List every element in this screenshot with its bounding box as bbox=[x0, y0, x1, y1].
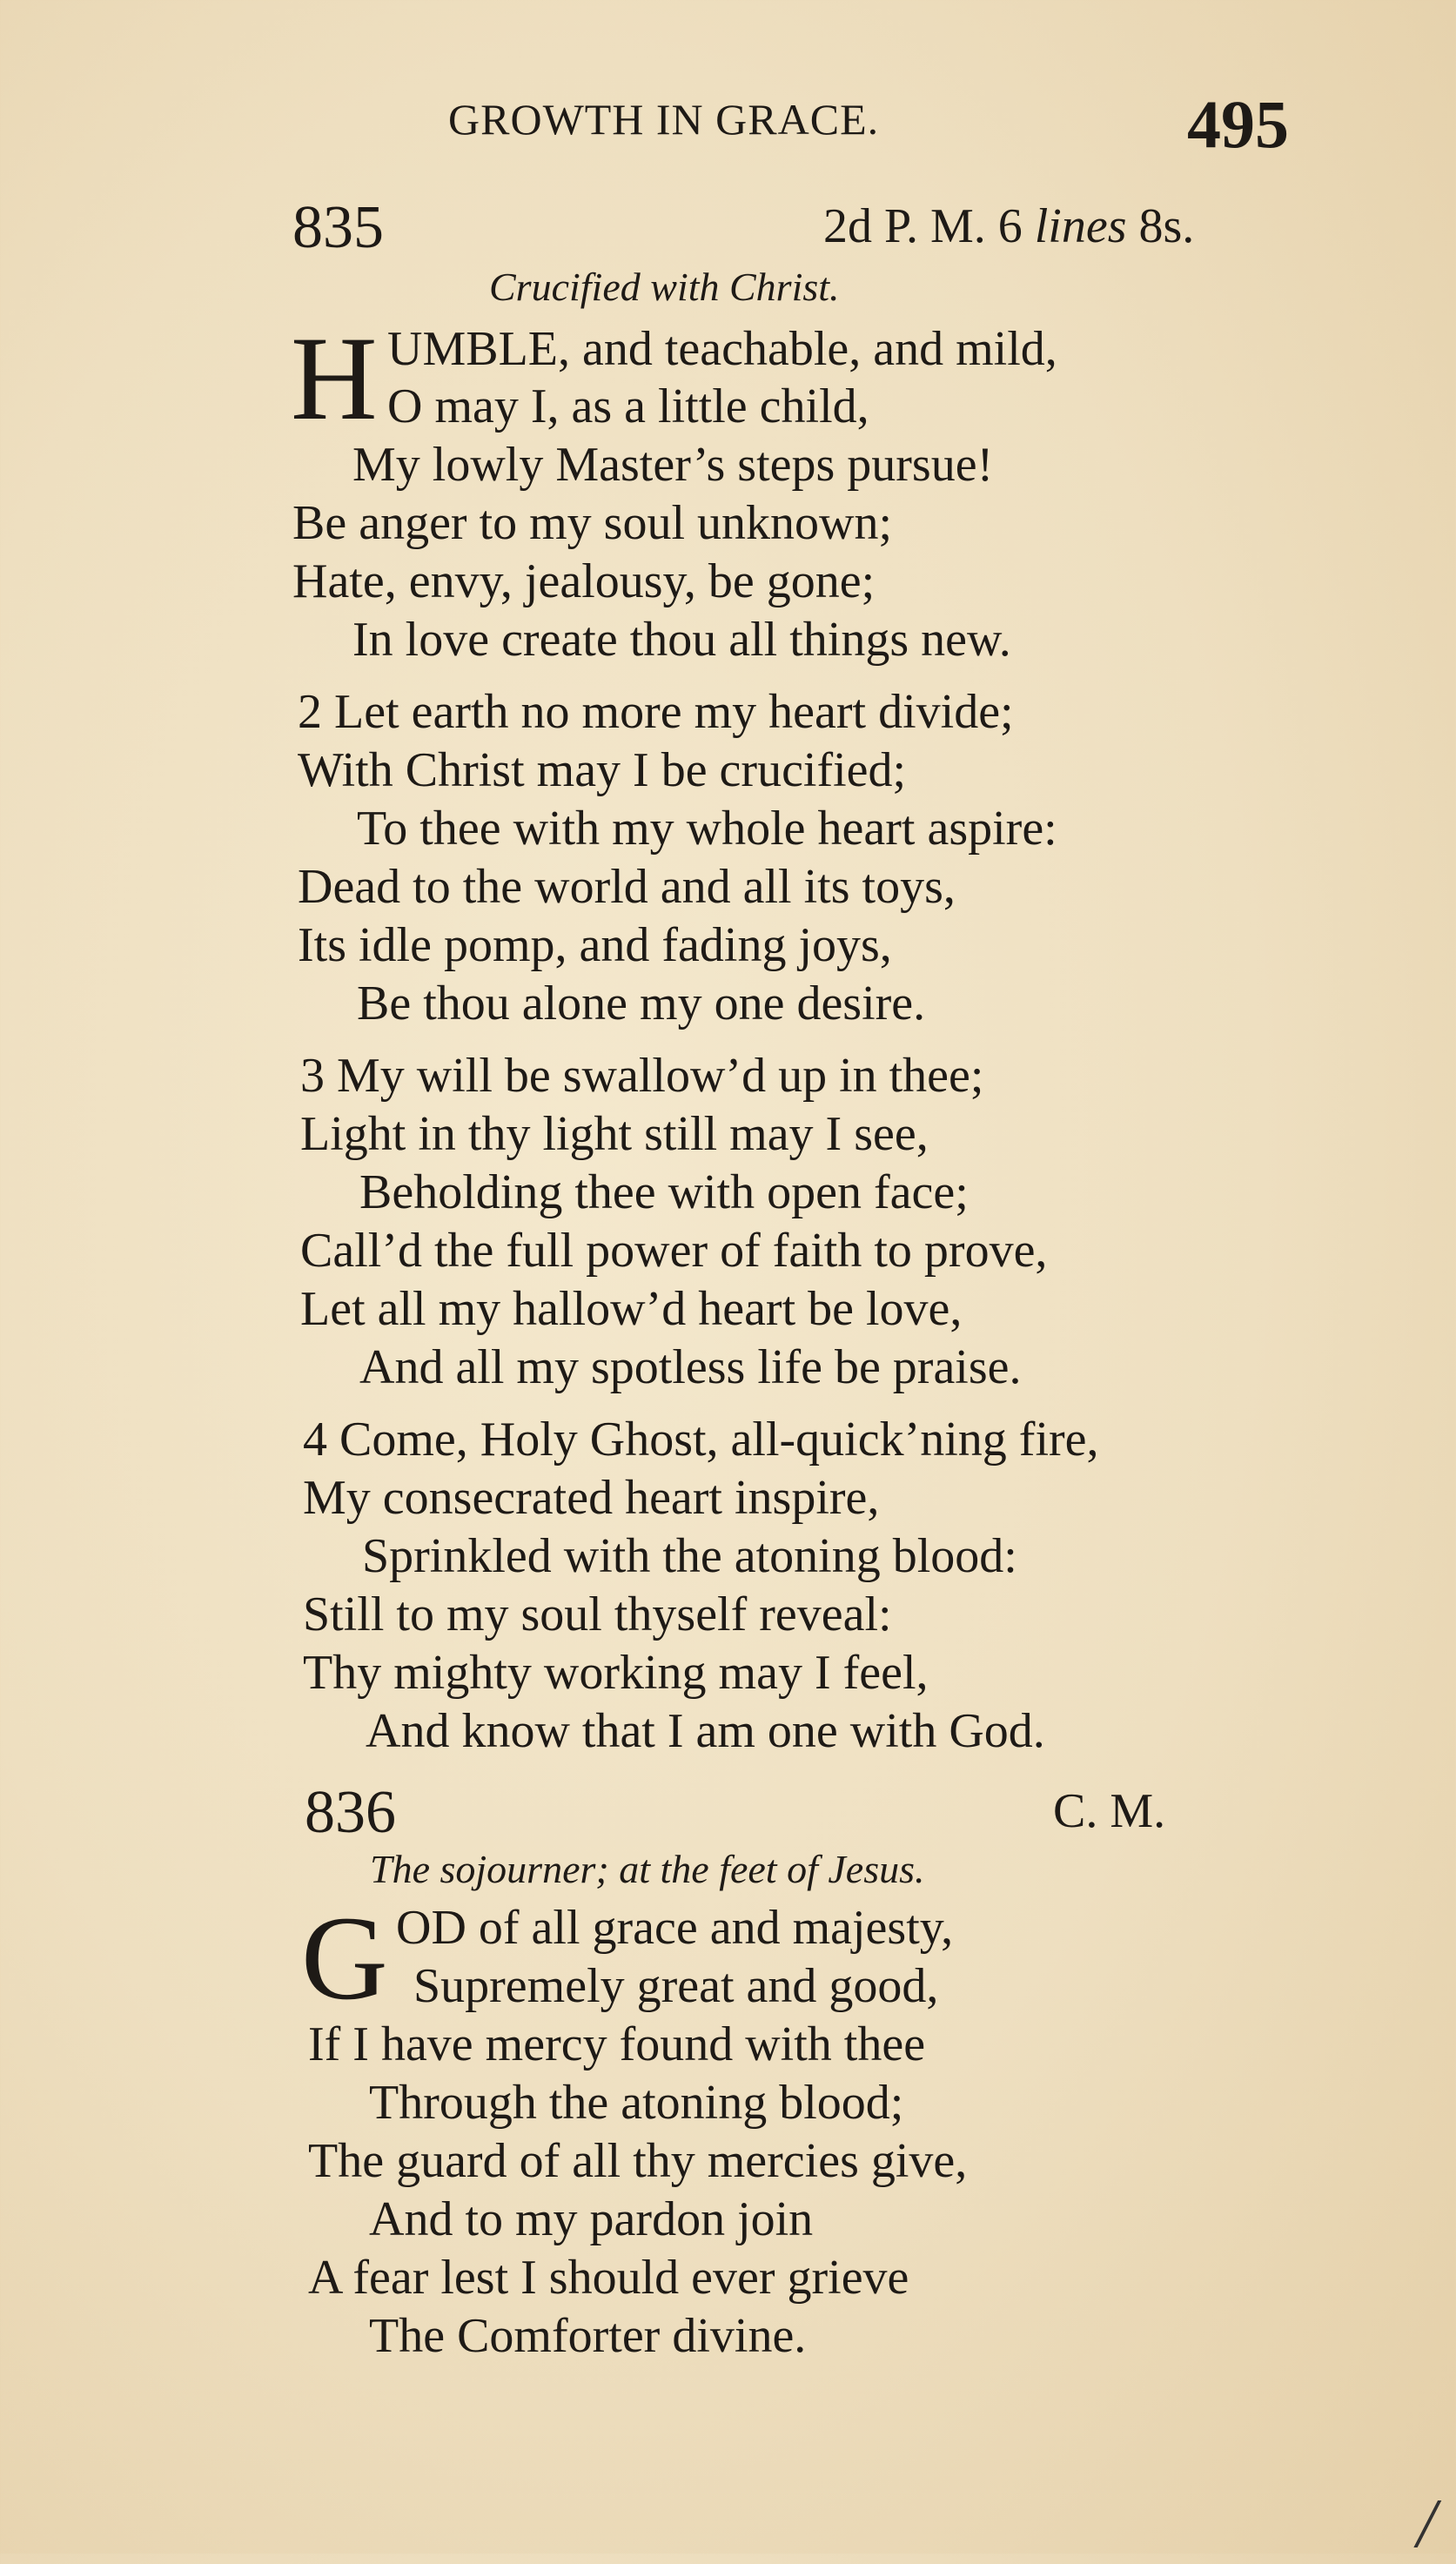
verse-line: If I have mercy found with thee bbox=[308, 2017, 926, 2071]
running-title: GROWTH IN GRACE. bbox=[448, 95, 880, 144]
meter-suffix: 8s. bbox=[1138, 199, 1195, 253]
hymn-subtitle: The sojourner; at the feet of Jesus. bbox=[370, 1847, 925, 1891]
verse-line: 2 Let earth no more my heart divide; bbox=[298, 685, 1014, 739]
verse-line: OD of all grace and majesty, bbox=[396, 1901, 954, 1955]
verse-line: Still to my soul thyself reveal: bbox=[303, 1587, 892, 1641]
verse-line: 3 My will be swallow’d up in thee; bbox=[300, 1049, 984, 1103]
hymn-subtitle: Crucified with Christ. bbox=[489, 265, 840, 309]
meter-text: 2d P. M. 6 bbox=[823, 199, 1023, 253]
verse-line: And to my pardon join bbox=[369, 2192, 814, 2246]
verse-line: With Christ may I be crucified; bbox=[298, 743, 907, 797]
verse-line: The Comforter divine. bbox=[369, 2309, 807, 2363]
verse-line: Be thou alone my one desire. bbox=[357, 977, 926, 1030]
verse-line: UMBLE, and teachable, and mild, bbox=[387, 322, 1057, 376]
verse-line: Through the atoning blood; bbox=[369, 2076, 904, 2130]
verse-line: Thy mighty working may I feel, bbox=[303, 1646, 929, 1700]
hymn-meter bbox=[823, 198, 1194, 254]
verse-line: Let all my hallow’d heart be love, bbox=[300, 1282, 963, 1336]
verse-line: My consecrated heart inspire, bbox=[303, 1471, 880, 1525]
drop-cap: G bbox=[301, 1891, 388, 2024]
verse-line: Dead to the world and all its toys, bbox=[298, 860, 956, 914]
hymn-number: 835 bbox=[292, 194, 384, 261]
hymn-number: 836 bbox=[305, 1779, 396, 1846]
verse-line: The guard of all thy mercies give, bbox=[308, 2134, 968, 2188]
drop-cap: H bbox=[291, 312, 378, 445]
verse-line: Sprinkled with the atoning blood: bbox=[362, 1529, 1017, 1583]
verse-line: And all my spotless life be praise. bbox=[359, 1340, 1022, 1394]
verse-line: In love create thou all things new. bbox=[352, 613, 1011, 667]
verse-line: Supremely great and good, bbox=[413, 1959, 939, 2013]
verse-line: Call’d the full power of faith to prove, bbox=[300, 1224, 1048, 1278]
verse-line: To thee with my whole heart aspire: bbox=[357, 802, 1057, 856]
margin-mark: / bbox=[1417, 2486, 1437, 2562]
verse-line: 4 Come, Holy Ghost, all-quick’ning fire, bbox=[303, 1413, 1099, 1467]
hymn-meter: C. M. bbox=[1053, 1784, 1166, 1838]
verse-line: O may I, as a little child, bbox=[387, 379, 869, 433]
verse-line: Hate, envy, jealousy, be gone; bbox=[292, 554, 876, 608]
verse-line: My lowly Master’s steps pursue! bbox=[352, 438, 994, 492]
verse-line: Its idle pomp, and fading joys, bbox=[298, 918, 892, 972]
verse-line: And know that I am one with God. bbox=[366, 1704, 1045, 1758]
verse-line: Light in thy light still may I see, bbox=[300, 1107, 929, 1161]
verse-line: Be anger to my soul unknown; bbox=[292, 496, 893, 550]
verse-line: Beholding thee with open face; bbox=[359, 1165, 969, 1219]
page-number: 495 bbox=[1187, 86, 1289, 162]
verse-line: A fear lest I should ever grieve bbox=[308, 2251, 909, 2305]
meter-italic: lines bbox=[1034, 199, 1127, 253]
